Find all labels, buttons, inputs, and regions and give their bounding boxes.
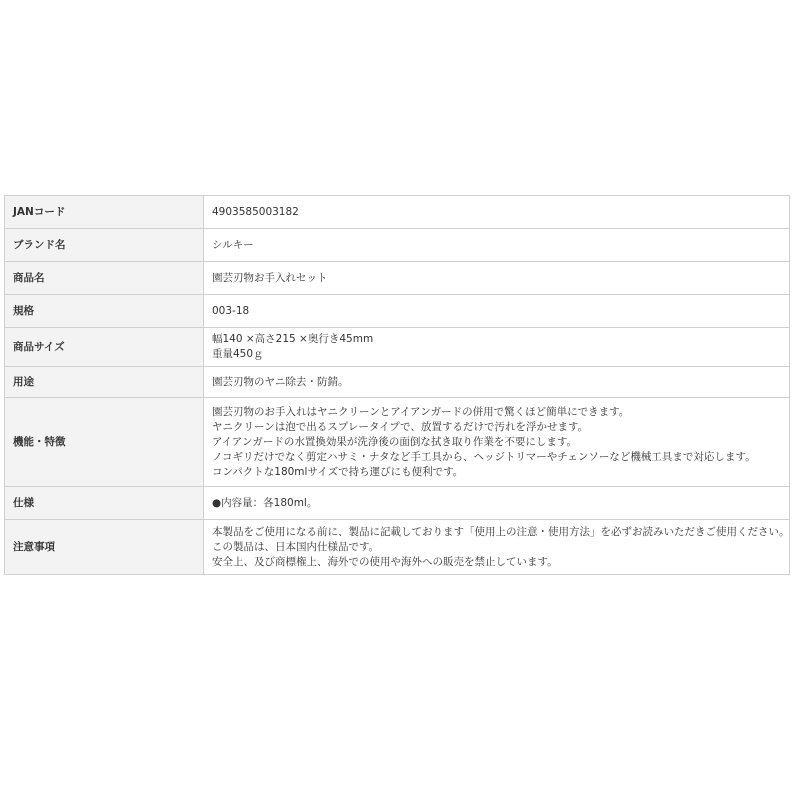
spec-label: 注意事項: [5, 520, 204, 575]
spec-value: [204, 520, 790, 575]
spec-value: [204, 398, 790, 487]
spec-row-caution: [5, 520, 790, 575]
spec-value-line: 園芸刃物のお手入れはヤニクリーンとアイアンガードの併用で驚くほど簡単にできます。: [212, 405, 630, 418]
spec-value-line: 安全上、及び商標権上、海外での使用や海外への販売を禁止しています。: [212, 555, 558, 568]
spec-value-line: 4903585003182: [212, 205, 299, 218]
spec-value: [204, 367, 790, 398]
spec-value-line: 園芸刃物お手入れセット: [212, 271, 328, 284]
spec-value: [204, 328, 790, 367]
spec-label: 商品サイズ: [5, 328, 204, 367]
spec-row-usage: [5, 367, 790, 398]
spec-value-line: この製品は、日本国内仕様品です。: [212, 540, 380, 553]
spec-value-line: 重量450ｇ: [212, 348, 264, 360]
spec-value-line: 003-18: [212, 304, 250, 317]
spec-row-jan-code: [5, 196, 790, 229]
spec-label: 商品名: [5, 262, 204, 295]
spec-row-brand: [5, 229, 790, 262]
spec-label: 用途: [5, 367, 204, 398]
spec-row-product-size: [5, 328, 790, 367]
spec-value-line: 園芸刃物のヤニ除去・防錆。: [212, 375, 349, 388]
spec-value-line: ノコギリだけでなく剪定ハサミ・ナタなど手工具から、ヘッジトリマーやチェンソーなど機械工具まで対応します。: [212, 450, 756, 463]
spec-row-standard: [5, 295, 790, 328]
spec-value-line: コンパクトな180mlサイズで持ち運びにも便利です。: [212, 465, 464, 478]
product-spec-table: [4, 195, 790, 575]
spec-value: [204, 196, 790, 229]
spec-value: [204, 487, 790, 520]
spec-value-line: 本製品をご使用になる前に、製品に記載しております「使用上の注意・使用方法」を必ずお読みいただきご使用ください。: [212, 525, 790, 538]
spec-row-product-name: [5, 262, 790, 295]
spec-value: [204, 295, 790, 328]
spec-value-line: シルキー: [212, 238, 254, 251]
spec-value-line: 幅140 ×高さ215 ×奥行き45mm: [212, 333, 374, 345]
spec-label: ブランド名: [5, 229, 204, 262]
spec-label: 機能・特徴: [5, 398, 204, 487]
spec-row-specification: [5, 487, 790, 520]
spec-value: [204, 229, 790, 262]
spec-value-line: アイアンガードの水置換効果が洗浄後の面倒な拭き取り作業を不要にします。: [212, 435, 577, 448]
spec-row-features: [5, 398, 790, 487]
spec-value-line: ヤニクリーンは泡で出るスプレータイプで、放置するだけで汚れを浮かせます。: [212, 420, 589, 433]
spec-value: [204, 262, 790, 295]
spec-value-line: ●内容量：各180ml。: [212, 496, 318, 509]
spec-label: 仕様: [5, 487, 204, 520]
spec-label: JANコード: [5, 196, 204, 229]
spec-label: 規格: [5, 295, 204, 328]
